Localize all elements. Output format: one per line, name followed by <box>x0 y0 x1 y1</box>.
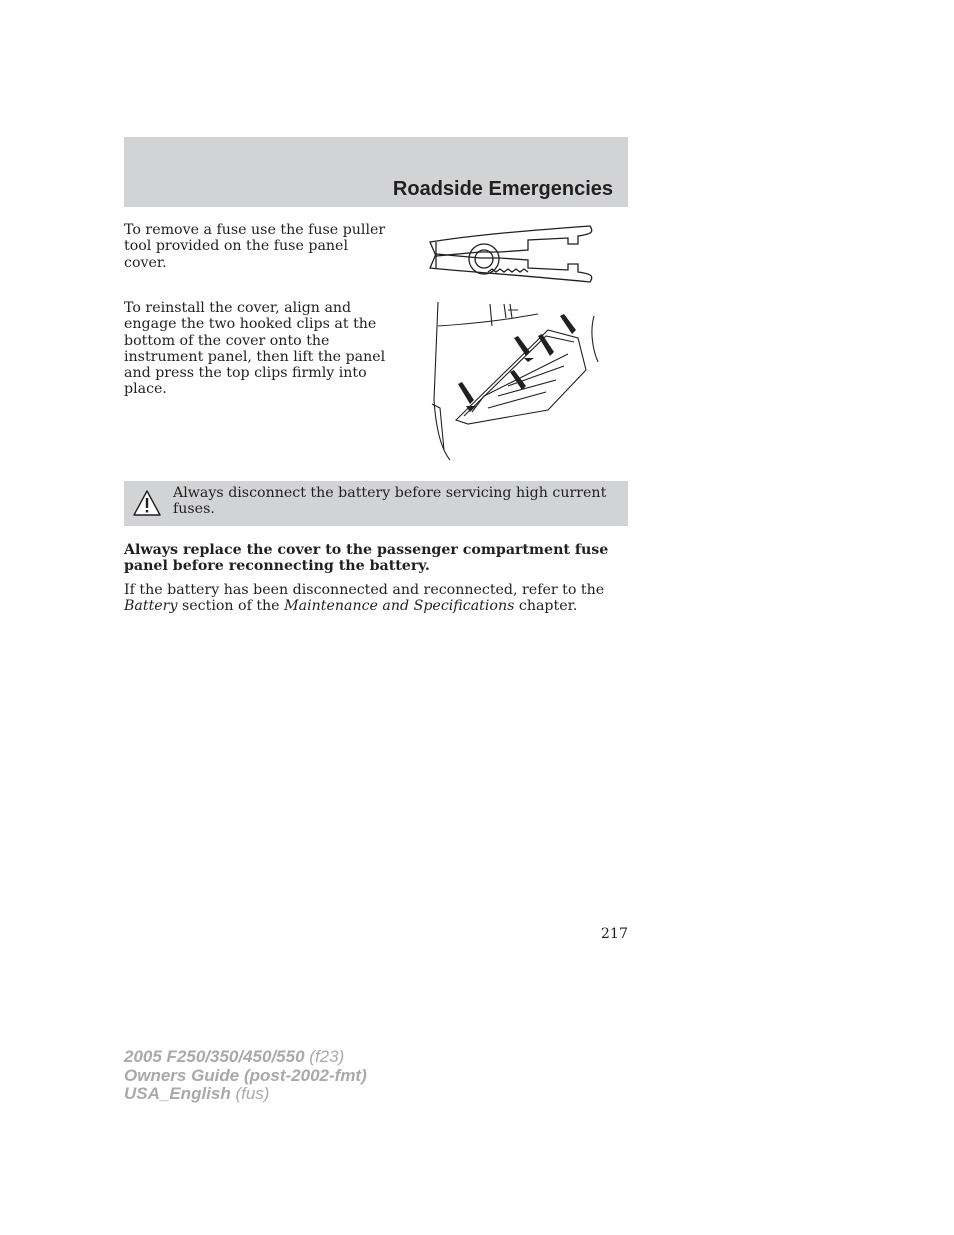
replace-cover-note: Always replace the cover to the passenger compartment fuse panel before reconnecting the battery. <box>124 542 609 575</box>
battery-reference-paragraph <box>124 582 628 615</box>
fuse-panel-cover-illustration <box>428 300 600 462</box>
footer-model: 2005 F250/350/450/550 <box>124 1047 305 1066</box>
footer-line-model <box>124 1048 367 1067</box>
page-number: 217 <box>600 926 628 942</box>
maintenance-chapter-reference: Maintenance and Specifications <box>284 598 515 615</box>
footer-line-language <box>124 1085 367 1104</box>
fuse-puller-paragraph: To remove a fuse use the fuse puller tool provided on the fuse panel cover. <box>124 222 386 271</box>
footer-model-code: (f23) <box>304 1047 345 1066</box>
footer-language-code: (fus) <box>230 1084 270 1103</box>
section-header <box>124 137 628 207</box>
section-title: Roadside Emergencies <box>392 178 613 200</box>
footer-line-guide <box>124 1067 367 1086</box>
warning-box <box>124 481 628 526</box>
battery-ref-text-2: section of the <box>177 598 285 615</box>
battery-ref-text-3: chapter. <box>514 598 578 615</box>
reinstall-cover-paragraph: To reinstall the cover, align and engage the two hooked clips at the bottom of the cover onto the instrument panel, then lift the panel and press the top clips firmly into place. <box>124 300 386 398</box>
battery-ref-text-1: If the battery has been disconnected and reconnected, refer to the <box>124 582 605 598</box>
warning-triangle-icon <box>132 489 162 517</box>
warning-text: Always disconnect the battery before servicing high current fuses. <box>173 485 607 518</box>
footer-language: USA_English <box>124 1084 231 1103</box>
battery-section-reference: Battery <box>124 598 178 615</box>
document-footer <box>124 1048 367 1104</box>
fuse-puller-illustration <box>428 224 594 286</box>
footer-guide: Owners Guide (post-2002-fmt) <box>124 1065 367 1085</box>
